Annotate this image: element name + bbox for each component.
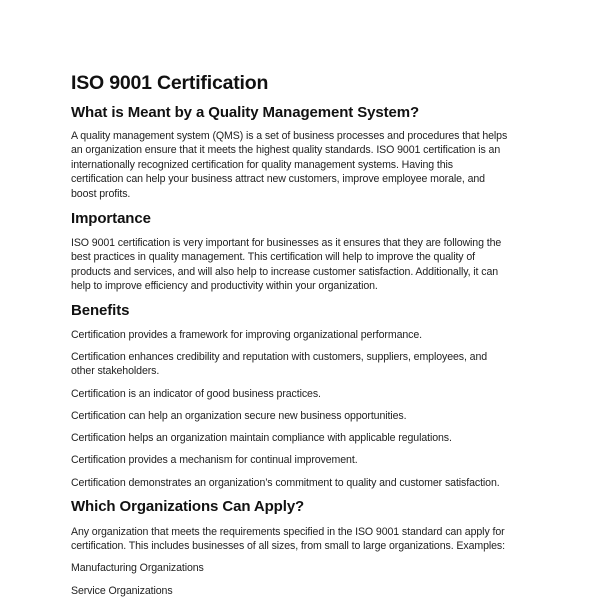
text-line: ISO 9001 certification is very important for businesses as it ensures that they are following the <box>71 237 502 249</box>
text-line: best practices in quality management. This certification will help to improve the quality of <box>71 251 475 264</box>
qms-paragraph <box>71 129 533 201</box>
section-heading-who-can-apply: Which Organizations Can Apply? <box>71 498 305 515</box>
benefit-item <box>71 350 533 379</box>
text-line: Manufacturing Organizations <box>71 562 204 574</box>
text-line: certification. This includes businesses of all sizes, from small to large organizations. Examples: <box>71 540 505 553</box>
text-line: products and services, and will also help to increase customer satisfaction. Additionally, it can <box>71 265 499 278</box>
who-can-apply-paragraph <box>71 525 533 554</box>
text-line: internationally recognized certification for quality management systems. Having this <box>71 158 453 171</box>
benefit-item <box>71 476 533 490</box>
example-item <box>71 561 533 575</box>
section-heading-importance: Importance <box>71 210 151 227</box>
text-line: Certification helps an organization maintain compliance with applicable regulations. <box>71 432 452 444</box>
text-line: Certification provides a framework for improving organizational performance. <box>71 329 422 341</box>
text-line: Certification enhances credibility and reputation with customers, suppliers, employees, and <box>71 351 488 363</box>
example-item <box>71 584 533 598</box>
text-line: Certification can help an organization secure new business opportunities. <box>71 410 407 422</box>
text-line: other stakeholders. <box>71 365 160 378</box>
document-title: ISO 9001 Certification <box>71 72 269 94</box>
section-heading-benefits: Benefits <box>71 302 130 319</box>
benefit-item <box>71 328 533 342</box>
section-heading-qms: What is Meant by a Quality Management System? <box>71 104 420 121</box>
text-line: certification can help your business attract new customers, improve employee morale, and <box>71 173 485 186</box>
text-line: Any organization that meets the requirements specified in the ISO 9001 standard can apply for <box>71 526 505 538</box>
text-line: Service Organizations <box>71 585 173 597</box>
benefit-item <box>71 409 533 423</box>
text-line: help to improve efficiency and productivity within your organization. <box>71 280 378 293</box>
text-line: boost profits. <box>71 187 131 200</box>
text-line: an organization ensure that it meets the highest quality standards. ISO 9001 certification is an <box>71 144 501 157</box>
benefit-item <box>71 431 533 445</box>
text-line: A quality management system (QMS) is a set of business processes and procedures that helps <box>71 130 508 142</box>
benefit-item <box>71 453 533 467</box>
text-line: Certification provides a mechanism for continual improvement. <box>71 454 358 466</box>
importance-paragraph <box>71 236 533 294</box>
text-line: Certification is an indicator of good business practices. <box>71 388 321 400</box>
benefit-item <box>71 387 533 401</box>
text-line: Certification demonstrates an organization’s commitment to quality and customer satisfaction. <box>71 477 500 489</box>
